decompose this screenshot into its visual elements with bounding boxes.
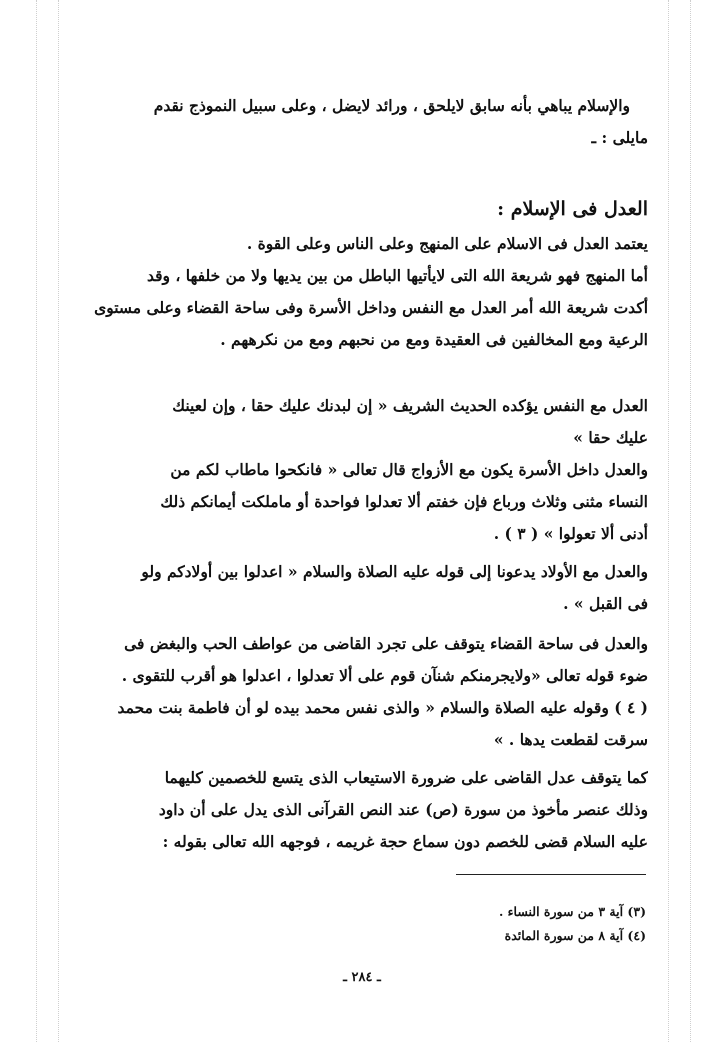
self-justice-paragraph	[78, 390, 648, 454]
text-line: والعدل مع الأولاد يدعونا إلى قوله عليه الصلاة والسلام « اعدلوا بين أولادكم ولو	[141, 562, 648, 581]
footnote-item: (٣) آية ٣ من سورة النساء .	[498, 904, 646, 919]
text-line: والعدل فى ساحة القضاء يتوقف على تجرد القاضى من عواطف الحب والبغض فى	[124, 634, 648, 653]
text-line: أما المنهج فهو شريعة الله التى لايأتيها الباطل من بين يديها ولا من خلفها ، وقد	[146, 266, 648, 285]
text-line: ( ٤ ) وقوله عليه الصلاة والسلام « والذى نفس محمد بيده لو أن فاطمة بنت محمد	[117, 698, 648, 717]
text-line: العدل مع النفس يؤكده الحديث الشريف « إن لبدنك عليك حقا ، وإن لعينك	[172, 396, 648, 415]
scan-margin-line	[58, 0, 59, 1042]
text-line: كما يتوقف عدل القاضى على ضرورة الاستيعاب الذى يتسع للخصمين كليهما	[164, 768, 648, 787]
text-line: عليك حقا »	[573, 428, 648, 447]
text-line: والعدل داخل الأسرة يكون مع الأزواج قال تعالى « فانكحوا ماطاب لكم من	[170, 460, 648, 479]
text-line: أكدت شريعة الله أمر العدل مع النفس وداخل الأسرة وفى ساحة القضاء وعلى مستوى	[94, 298, 648, 317]
text-line: والإسلام يباهي بأنه سابق لايلحق ، ورائد لايضل ، وعلى سبيل النموذج نقدم	[153, 96, 630, 115]
section-heading: العدل فى الإسلام :	[497, 198, 648, 220]
text-line: الرعية ومع المخالفين فى العقيدة ومع من نحبهم ومع من نكرههم .	[220, 330, 648, 349]
court-justice-paragraph	[78, 628, 648, 756]
scan-margin-line	[36, 0, 37, 1042]
children-justice-paragraph	[78, 556, 648, 620]
text-line: وذلك عنصر مأخوذ من سورة (ص) عند النص القرآنى الذى يدل على أن داود	[158, 800, 648, 819]
scan-margin-line	[668, 0, 669, 1042]
footnotes	[300, 900, 646, 948]
text-line: مايلى : ـ	[591, 128, 648, 147]
text-line: فى القبل » .	[563, 594, 648, 613]
text-line: يعتمد العدل فى الاسلام على المنهج وعلى الناس وعلى القوة .	[246, 234, 648, 253]
scan-margin-line	[690, 0, 691, 1042]
method-paragraph	[78, 228, 648, 356]
intro-paragraph	[78, 90, 648, 154]
family-justice-paragraph	[78, 454, 648, 550]
hearing-paragraph	[78, 762, 648, 858]
page-number: ـ ٢٨٤ ـ	[343, 970, 381, 985]
footnote-item: (٤) آية ٨ من سورة المائدة	[504, 928, 646, 943]
text-line: سرقت لقطعت يدها . »	[493, 730, 648, 749]
text-line: ضوء قوله تعالى «ولايجرمنكم شنآن قوم على ألا تعدلوا ، اعدلوا هو أقرب للتقوى .	[121, 666, 648, 685]
text-line: عليه السلام قضى للخصم دون سماع حجة غريمه ، فوجهه الله تعالى بقوله :	[162, 832, 648, 851]
text-line: أدنى ألا تعولوا » ( ٣ ) .	[493, 524, 648, 543]
footnote-divider	[456, 874, 646, 875]
text-line: النساء مثنى وثلاث ورباع فإن خفتم ألا تعدلوا فواحدة أو ماملكت أيمانكم ذلك	[160, 492, 648, 511]
